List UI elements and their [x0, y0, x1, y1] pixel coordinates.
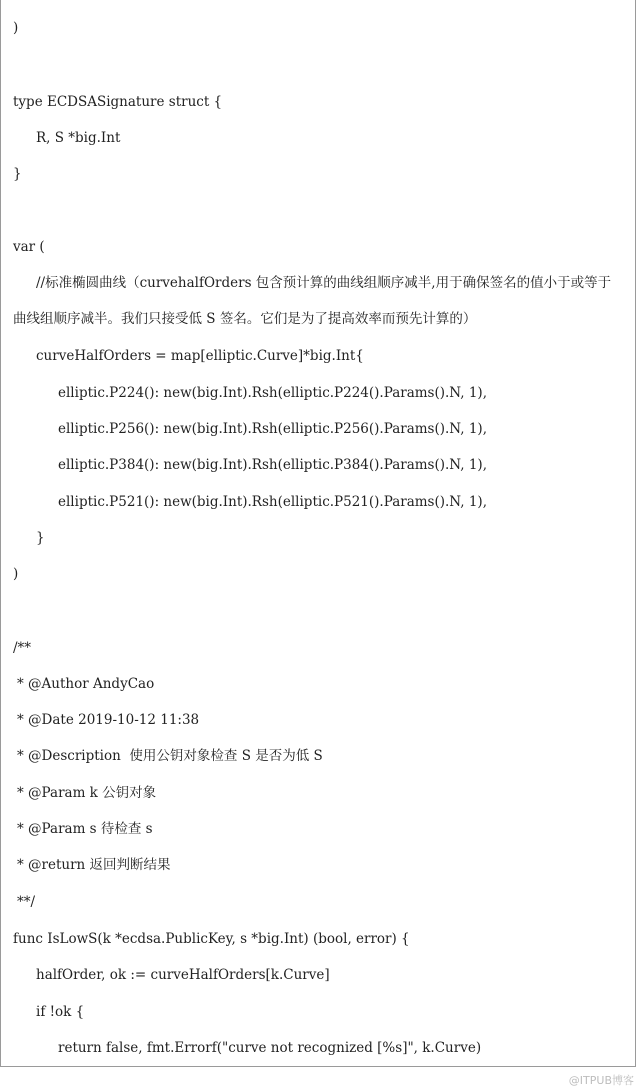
code-line: curveHalfOrders = map[elliptic.Curve]*big.Int{ — [36, 348, 364, 364]
doc-comment-line: * @Author AndyCao — [17, 676, 155, 692]
code-comment-line: //标准椭圆曲线（curvehalfOrders 包含预计算的曲线组顺序减半,用于确保签名的值小于或等于 — [36, 275, 612, 291]
code-line: elliptic.P256(): new(big.Int).Rsh(elliptic.P256().Params().N, 1), — [58, 421, 487, 437]
code-line: } — [36, 530, 45, 546]
code-line: if !ok { — [36, 1004, 85, 1020]
code-line: ) — [13, 20, 19, 36]
code-line: elliptic.P224(): new(big.Int).Rsh(elliptic.P224().Params().N, 1), — [58, 385, 487, 401]
code-line: elliptic.P384(): new(big.Int).Rsh(elliptic.P384().Params().N, 1), — [58, 457, 487, 473]
code-line: } — [13, 166, 22, 182]
doc-comment-line: /** — [13, 640, 32, 656]
watermark-text: @ITPUB博客 — [568, 1074, 634, 1087]
code-line: return false, fmt.Errorf("curve not recognized [%s]", k.Curve) — [58, 1040, 482, 1056]
doc-comment-line: * @return 返回判断结果 — [17, 857, 171, 873]
doc-comment-line: **/ — [17, 894, 36, 910]
doc-comment-line: * @Description 使用公钥对象检查 S 是否为低 S — [17, 748, 323, 764]
code-comment-line: 曲线组顺序减半。我们只接受低 S 签名。它们是为了提高效率而预先计算的） — [13, 311, 477, 327]
code-line: func IsLowS(k *ecdsa.PublicKey, s *big.Int) (bool, error) { — [13, 931, 410, 947]
doc-comment-line: * @Param s 待检查 s — [17, 821, 153, 837]
code-line: type ECDSASignature struct { — [13, 94, 223, 110]
doc-comment-line: * @Date 2019-10-12 11:38 — [17, 712, 200, 728]
code-line: elliptic.P521(): new(big.Int).Rsh(elliptic.P521().Params().N, 1), — [58, 494, 487, 510]
doc-comment-line: * @Param k 公钥对象 — [17, 785, 157, 801]
code-line: halfOrder, ok := curveHalfOrders[k.Curve] — [36, 967, 330, 983]
code-line: var ( — [13, 239, 45, 255]
code-line: ) — [13, 566, 19, 582]
code-line: R, S *big.Int — [36, 130, 121, 146]
